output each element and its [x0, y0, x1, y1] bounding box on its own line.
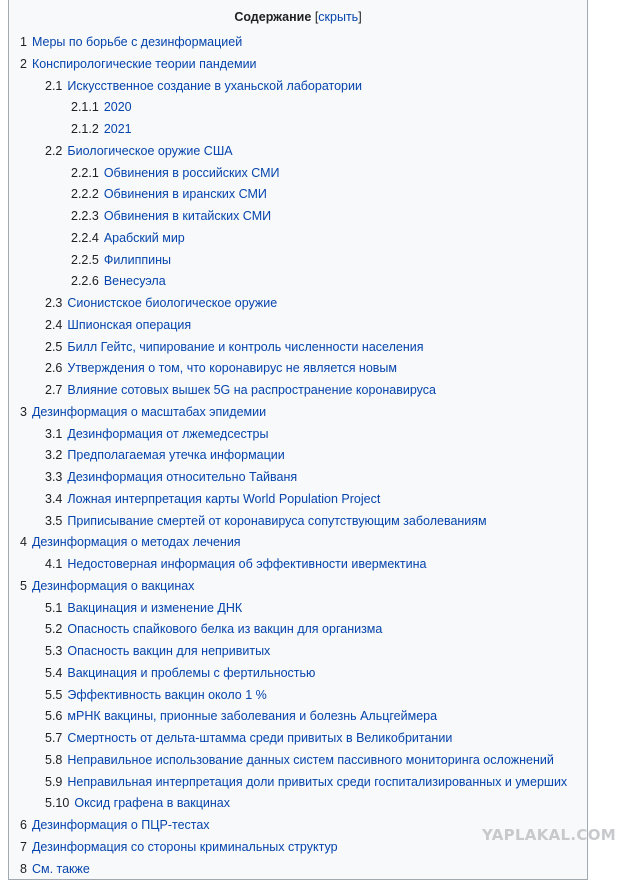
- toc-item-number: 7: [20, 839, 27, 854]
- toc-item-number: 5.5: [45, 687, 63, 702]
- toc-item-number: 8: [20, 861, 27, 876]
- toc-item-link[interactable]: Искусственное создание в уханьской лаборатории: [67, 78, 362, 93]
- toc-item-number: 2.2.5: [71, 252, 99, 267]
- toc-item[interactable]: [45, 665, 315, 681]
- toc-item-link[interactable]: Ложная интерпретация карты World Population Project: [67, 491, 381, 506]
- toc-item-number: 2.1.2: [71, 122, 99, 136]
- toc-item-number: 5.6: [45, 709, 63, 724]
- toc-item-link[interactable]: Дезинформация от лжемедсестры: [67, 426, 269, 441]
- toc-item-link[interactable]: Венесуэла: [103, 274, 166, 289]
- toc-item[interactable]: [71, 99, 132, 115]
- toc-item-number: 5.10: [45, 796, 70, 811]
- toc-item-link[interactable]: Вакцинация и проблемы с фертильностью: [67, 665, 316, 680]
- toc-item[interactable]: [71, 208, 271, 224]
- toc-item-number: 5.7: [45, 731, 63, 745]
- toc-item-link[interactable]: Предполагаемая утечка информации: [67, 448, 285, 463]
- toc-item-link[interactable]: Дезинформация о вакцинах: [31, 578, 195, 593]
- toc-item-number: 5.3: [45, 644, 63, 658]
- toc-item-link[interactable]: Недостоверная информация об эффективности ивермектина: [67, 557, 427, 571]
- toc-item[interactable]: [45, 643, 270, 659]
- toc-item[interactable]: [45, 600, 242, 616]
- toc-item[interactable]: [71, 252, 171, 268]
- toc-item[interactable]: [71, 186, 267, 202]
- toc-item-link[interactable]: Филиппины: [103, 252, 171, 267]
- toc-item[interactable]: [20, 534, 241, 550]
- toc-item-link[interactable]: Утверждения о том, что коронавирус не является новым: [67, 361, 398, 376]
- toc-item-number: 2: [20, 56, 27, 71]
- toc-item-link[interactable]: Вакцинация и изменение ДНК: [67, 600, 243, 615]
- toc-item-link[interactable]: Неправильное использование данных систем пассивного мониторинга осложнений: [67, 752, 554, 767]
- toc-toggle: [скрыть]: [314, 10, 362, 24]
- toc-item-link[interactable]: См. также: [31, 861, 90, 876]
- toc-item[interactable]: [45, 339, 423, 355]
- toc-item-link[interactable]: Неправильная интерпретация доли привитых среди госпитализированных и умерших: [67, 774, 568, 789]
- toc-item[interactable]: [45, 730, 452, 746]
- toc-item-number: 2.1.1: [71, 100, 99, 115]
- toc-item[interactable]: [45, 752, 554, 768]
- toc-item-link[interactable]: Обвинения в китайских СМИ: [103, 209, 272, 223]
- toc-item-number: 2.6: [45, 361, 63, 376]
- toc-item[interactable]: [20, 578, 194, 594]
- toc-item[interactable]: [45, 491, 380, 507]
- toc-item-link[interactable]: Опасность вакцин для непривитых: [67, 644, 271, 658]
- toc-item-link[interactable]: Шпионская операция: [67, 317, 192, 332]
- toc-item[interactable]: [20, 817, 210, 833]
- toc-item-link[interactable]: Дезинформация относительно Тайваня: [67, 470, 298, 484]
- toc-item-link[interactable]: Обвинения в иранских СМИ: [103, 187, 267, 202]
- toc-item-number: 5.2: [45, 622, 63, 637]
- toc-item-link[interactable]: мРНК вакцины, прионные заболевания и болезнь Альцгеймера: [67, 709, 438, 724]
- toc-item-number: 3.5: [45, 513, 63, 528]
- toc-item-link[interactable]: Оксид графена в вакцинах: [74, 796, 230, 811]
- toc-item-link[interactable]: Опасность спайкового белка из вакцин для организма: [67, 622, 383, 637]
- toc-item-link[interactable]: Приписывание смертей от коронавируса сопутствующим заболеваниям: [67, 513, 487, 528]
- toc-item-link[interactable]: Обвинения в российских СМИ: [103, 165, 280, 180]
- toc-item-number: 5.8: [45, 752, 63, 767]
- toc-item-link[interactable]: Дезинформация о методах лечения: [31, 535, 241, 550]
- toc-item-number: 3.4: [45, 491, 63, 506]
- toc-item-number: 5: [20, 578, 27, 593]
- toc-item-link[interactable]: Эффективность вакцин около 1 %: [67, 687, 267, 702]
- toc-item[interactable]: [45, 469, 297, 485]
- toc-item[interactable]: [45, 708, 437, 724]
- toc-item-number: 2.2.4: [71, 230, 99, 245]
- toc-heading: Содержание: [234, 10, 312, 24]
- toc-item-number: 2.2: [45, 143, 63, 158]
- toc-item-number: 3.3: [45, 470, 63, 484]
- toc-item-link[interactable]: Арабский мир: [103, 230, 185, 245]
- toc-item[interactable]: [71, 121, 132, 137]
- toc-item[interactable]: [71, 273, 166, 289]
- toc-item-link[interactable]: Меры по борьбе с дезинформацией: [31, 35, 243, 49]
- toc-item-number: 5.1: [45, 600, 63, 615]
- toc-item-number: 2.7: [45, 383, 63, 397]
- toc-item[interactable]: [45, 382, 436, 398]
- toc-item-link[interactable]: Влияние сотовых вышек 5G на распространение коронавируса: [67, 383, 436, 397]
- toc-item[interactable]: [45, 513, 487, 529]
- toc-item[interactable]: [45, 621, 382, 637]
- toc-item[interactable]: [45, 78, 362, 94]
- toc-item-number: 6: [20, 818, 27, 832]
- toc-item-link[interactable]: Дезинформация о ПЦР-тестах: [31, 818, 210, 832]
- toc-item[interactable]: [20, 34, 242, 50]
- toc-item[interactable]: [45, 295, 277, 311]
- toc-item-number: 2.2.2: [71, 187, 99, 202]
- toc-item[interactable]: [45, 360, 397, 376]
- toc-item[interactable]: [45, 687, 267, 703]
- toc-item-number: 3.2: [45, 448, 63, 463]
- toc-item-number: 2.2.3: [71, 209, 99, 223]
- toc-item-link[interactable]: Смертность от дельта-штамма среди привитых в Великобритании: [67, 731, 453, 745]
- toc-item-number: 5.4: [45, 665, 63, 680]
- toc-item-number: 2.2.6: [71, 274, 99, 289]
- toc-item-number: 2.2.1: [71, 165, 99, 180]
- toc-item[interactable]: [20, 861, 90, 877]
- toc-item[interactable]: [45, 556, 426, 572]
- toc-item-number: 3.1: [45, 426, 63, 441]
- toc-item[interactable]: [45, 317, 191, 333]
- toc-item-link[interactable]: Биологическое оружие США: [67, 143, 233, 158]
- toc-item[interactable]: [71, 230, 185, 246]
- toc-item-link[interactable]: Сионистское биологическое оружие: [67, 296, 278, 310]
- toc-item-number: 3: [20, 404, 27, 419]
- watermark: YAPLAKAL.COM: [482, 826, 616, 844]
- toc-item-link[interactable]: Дезинформация о масштабах эпидемии: [31, 404, 267, 419]
- toc-item-number: 2.4: [45, 317, 63, 332]
- toc-item[interactable]: [45, 447, 285, 463]
- toc-item-number: 4: [20, 535, 27, 550]
- toc-item-link[interactable]: 2021: [103, 122, 132, 136]
- toc-item-link[interactable]: Конспирологические теории пандемии: [31, 56, 257, 71]
- toc-title: [9, 10, 587, 24]
- toc-item[interactable]: [71, 165, 280, 181]
- toc-item-number: 2.3: [45, 296, 63, 310]
- toc-item-link[interactable]: Дезинформация со стороны криминальных структур: [31, 839, 338, 854]
- toc-item-number: 4.1: [45, 557, 63, 571]
- toc-item[interactable]: [45, 143, 233, 159]
- toc-item-number: 2.5: [45, 339, 63, 354]
- toc-item[interactable]: [20, 404, 266, 420]
- toc-item[interactable]: [45, 426, 268, 442]
- toc-item-number: 5.9: [45, 774, 63, 789]
- toc-item-link[interactable]: Билл Гейтс, чипирование и контроль численности населения: [67, 339, 424, 354]
- toc-item-number: 1: [20, 35, 27, 49]
- toc-hide-link[interactable]: скрыть: [318, 10, 359, 24]
- toc-item[interactable]: [20, 839, 338, 855]
- toc-item-number: 2.1: [45, 78, 63, 93]
- toc-item[interactable]: [45, 795, 230, 811]
- toc-item[interactable]: [45, 774, 567, 790]
- toc-item-link[interactable]: 2020: [103, 100, 132, 115]
- toc-item[interactable]: [20, 56, 257, 72]
- table-of-contents: [8, 0, 588, 880]
